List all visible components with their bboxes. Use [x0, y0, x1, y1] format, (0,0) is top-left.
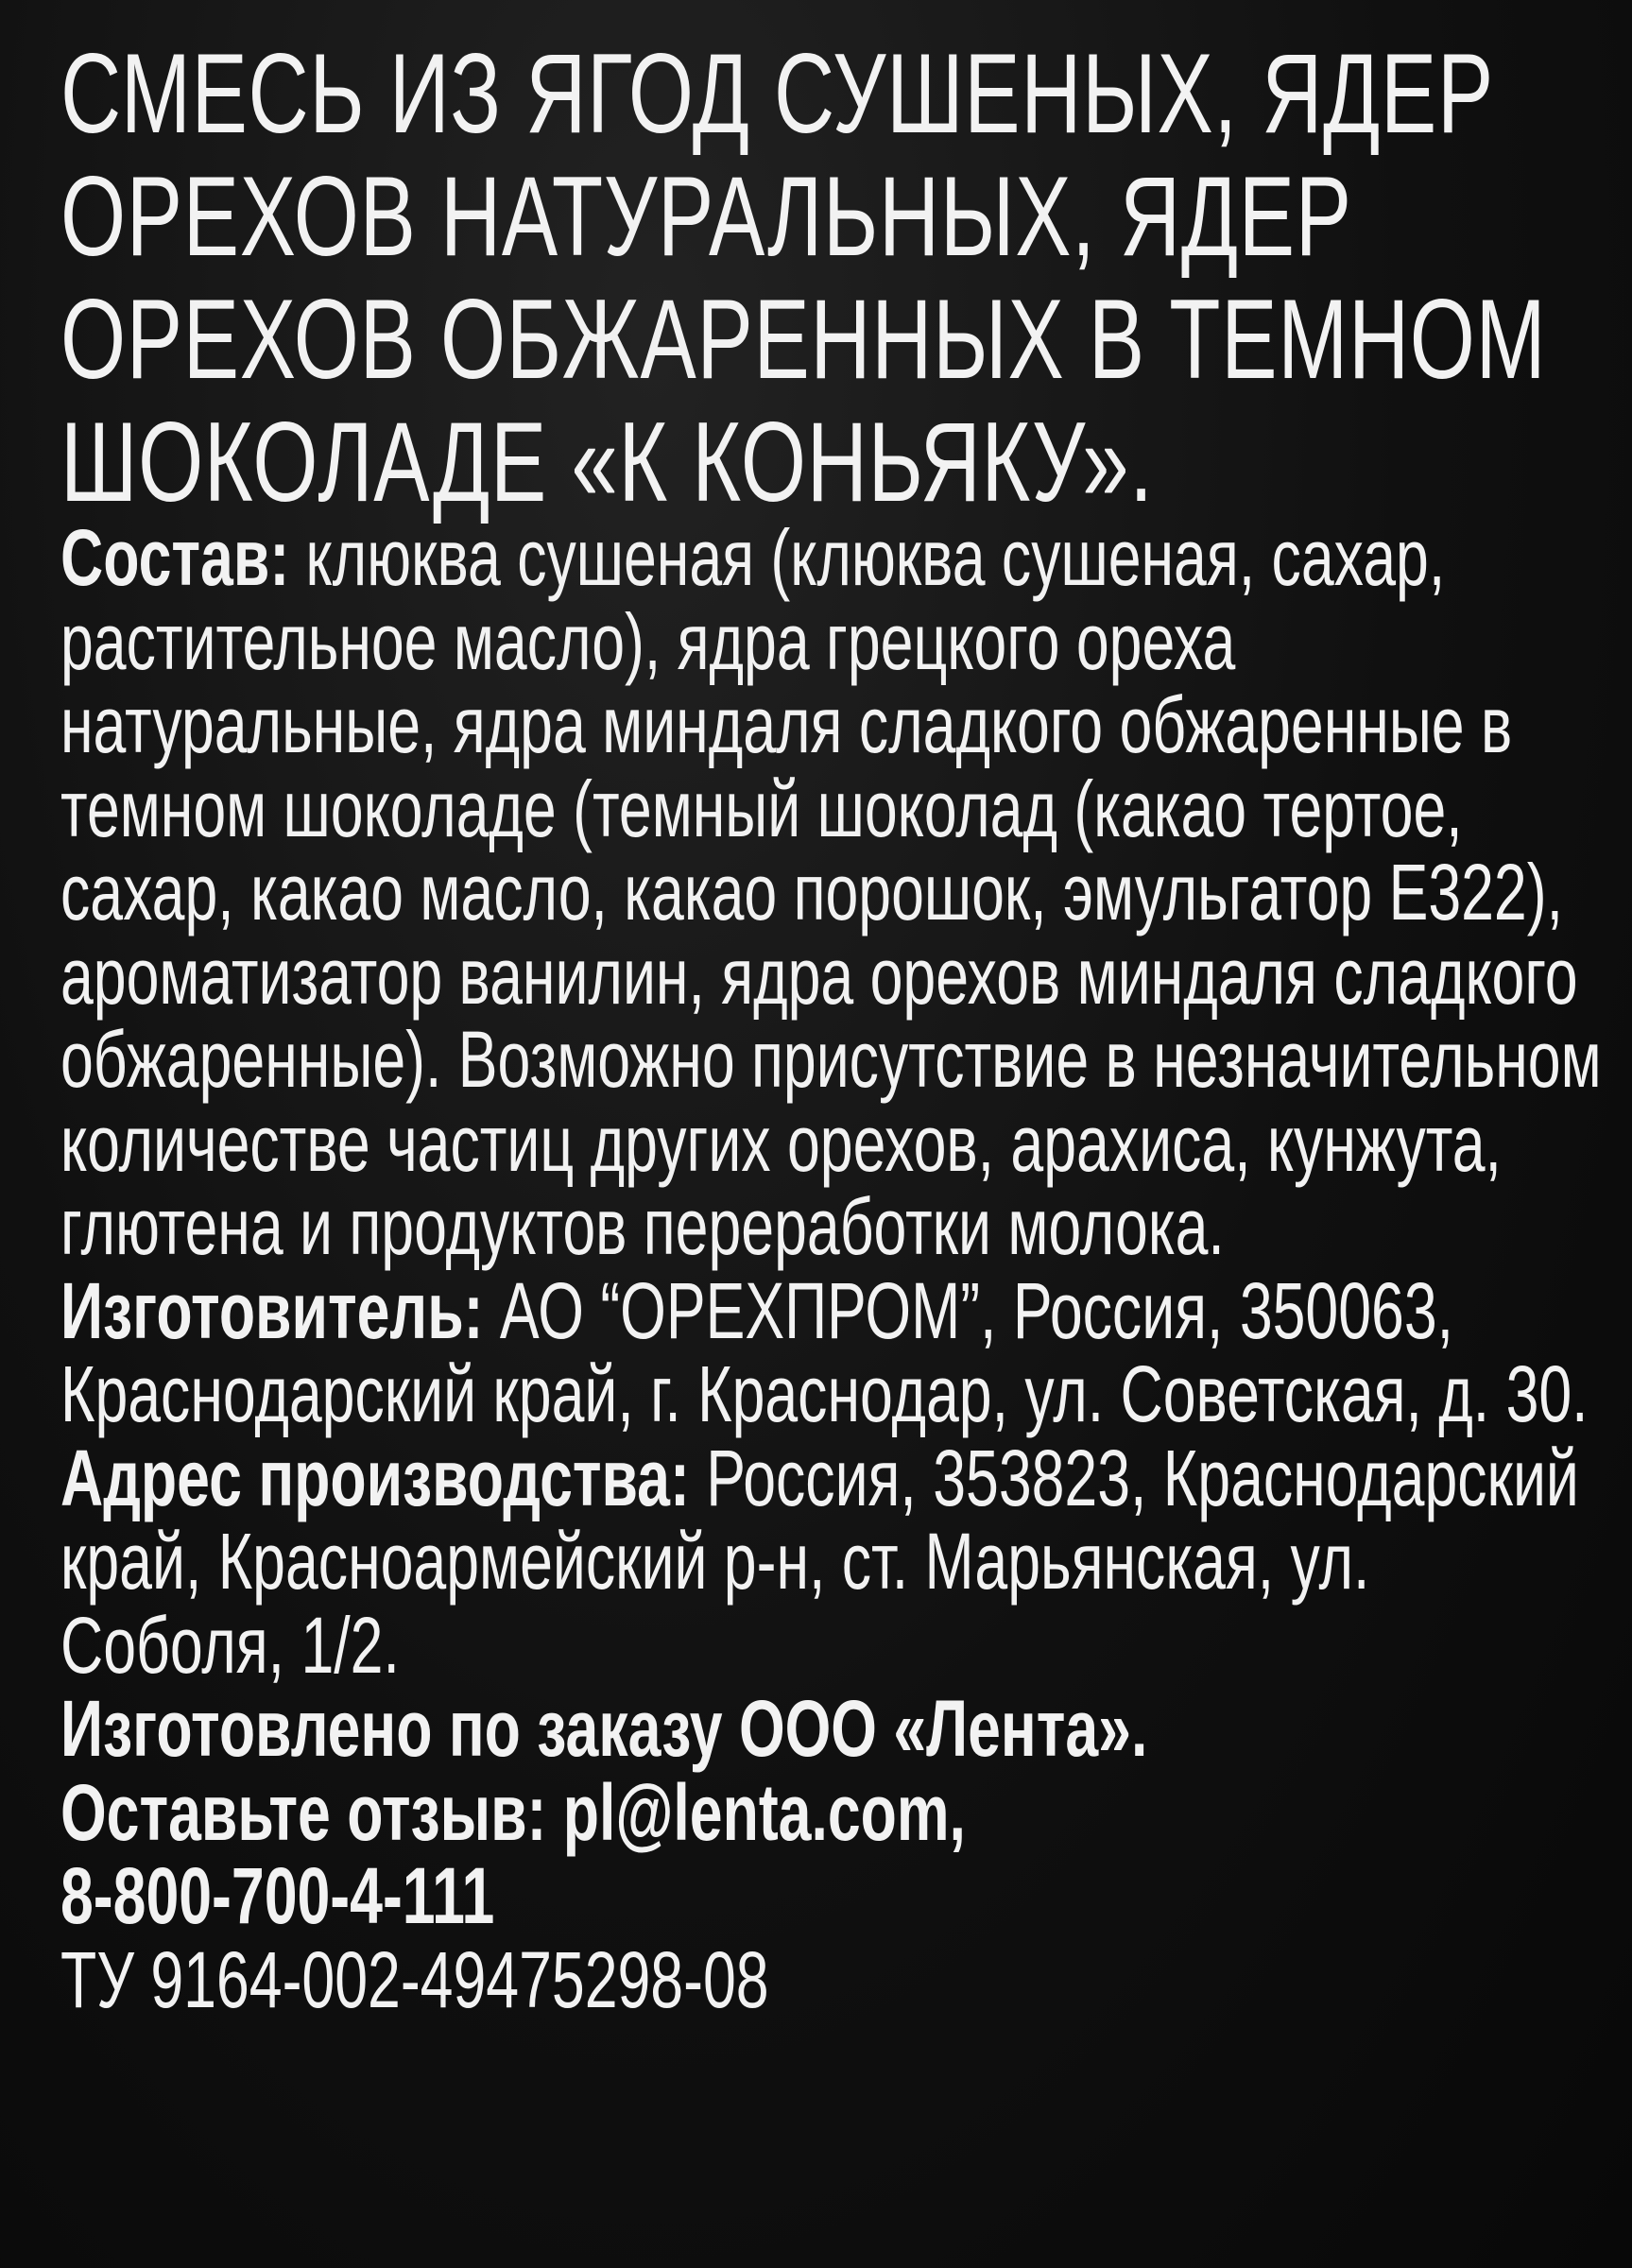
product-title: СМЕСЬ ИЗ ЯГОД СУШЕНЫХ, ЯДЕР ОРЕХОВ НАТУРАЛЬНЫХ, ЯДЕР ОРЕХОВ ОБЖАРЕННЫХ В ТЕМНОМ ШОКОЛАДЕ «К КОНЬЯКУ».: [60, 30, 1547, 525]
feedback-phone-line: 8-800-700-4-111: [60, 1851, 495, 1940]
tu-code: ТУ 9164-002-49475298-08: [60, 1934, 769, 2024]
made-for-line: Изготовлено по заказу ООО «Лента».: [60, 1684, 1148, 1773]
composition-paragraph: [60, 513, 1609, 1271]
production-address-paragraph: [60, 1433, 1609, 1690]
manufacturer-paragraph: [60, 1265, 1609, 1438]
production-address-label: Адрес производства:: [60, 1433, 690, 1522]
manufacturer-text: АО “ОРЕХПРОМ”, Россия, 350063, Краснодарский край, г. Краснодар, ул. Советская, д. 30.: [60, 1265, 1589, 1438]
label-body: [60, 513, 1609, 2024]
feedback-email-line: Оставьте отзыв: pl@lenta.com,: [60, 1767, 966, 1857]
label-text-block: [60, 30, 1602, 2024]
manufacturer-label: Изготовитель:: [60, 1265, 484, 1355]
composition-label: Состав:: [60, 513, 290, 602]
composition-text: клюква сушеная (клюква сушеная, сахар, растительное масло), ядра грецкого ореха натуральные, ядра миндаля сладкого обжаренные в темном шоколаде (темный шоколад (какао тертое, сахар, какао масло, какао порошок, эмульгатор Е322), ароматизатор ванилин, ядра орехов миндаля сладкого обжаренные). Возможно присутствие в незначительном количестве частиц других орехов, арахиса, кунжута, глютена и продуктов переработки молока.: [60, 513, 1602, 1271]
production-address-text: Россия, 353823, Краснодарский край, Красноармейский р-н, ст. Марьянская, ул. Соболя, 1/2.: [60, 1433, 1579, 1690]
